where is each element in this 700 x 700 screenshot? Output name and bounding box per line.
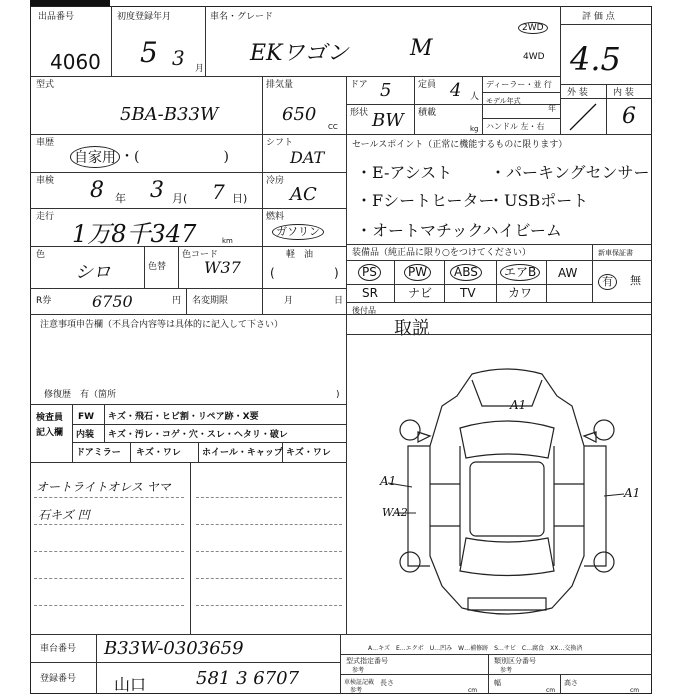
car-name: EKワゴン [250, 41, 349, 66]
color: シロ [75, 262, 111, 283]
guide-line [196, 524, 342, 525]
color-label: 色 [36, 250, 46, 260]
length-label: 長さ [380, 679, 394, 687]
warranty-yes: 有 [598, 274, 617, 290]
divider [104, 404, 105, 442]
color-change-label: 色替 [148, 262, 167, 272]
ac: AC [290, 184, 317, 205]
sales-point-1: ・E-アシスト [356, 163, 453, 182]
km-unit: km [222, 237, 233, 245]
month-unit: 月 [195, 64, 205, 74]
cc-unit: CC [328, 123, 338, 131]
model: 5BA-B33W [120, 104, 219, 125]
car-name-label: 車名・グレード [210, 12, 274, 22]
mileage: 1万8千347 [72, 220, 197, 248]
interior-insp-text: キズ・汚レ・コゲ・穴・スレ・ヘタリ・破レ [108, 430, 288, 440]
equip-airbag: エアB [500, 264, 540, 281]
divider [560, 24, 652, 25]
divider [96, 634, 97, 694]
insp-year: 8 [90, 178, 104, 203]
divider [198, 442, 199, 462]
guide-line [196, 551, 342, 552]
yen-unit: 円 [172, 296, 182, 306]
fw-label: FW [78, 412, 95, 422]
interior-insp-label: 内装 [76, 430, 95, 440]
inspector-note-2: 石キズ 凹 [38, 508, 90, 522]
divider [30, 208, 346, 209]
displacement: 650 [282, 104, 317, 125]
shift: DAT [290, 148, 325, 167]
equip-ps: PS [358, 264, 381, 281]
type-ref: 参考 [352, 667, 365, 674]
lot-number: 4060 [50, 50, 101, 74]
exterior-slash-mark [566, 102, 602, 132]
guide-line [34, 497, 184, 498]
divider [346, 104, 560, 105]
divider [190, 462, 191, 634]
divider [30, 404, 346, 405]
divider [30, 662, 340, 663]
guide-line [196, 578, 342, 579]
wheel-text: キズ・ワレ [286, 448, 331, 458]
equip-navi: ナビ [408, 286, 433, 300]
divider [72, 404, 73, 462]
divider [346, 284, 592, 285]
reg-month: 月 [284, 296, 294, 306]
after-items-label: 後付品 [352, 306, 376, 315]
divider [30, 172, 346, 173]
type-label: 型式指定番号 [346, 657, 388, 665]
divider [346, 76, 347, 134]
equip-tv: TV [460, 286, 476, 300]
inspector-label-2: 記入欄 [36, 428, 64, 438]
divider [414, 76, 415, 134]
divider [444, 260, 445, 302]
model-year-label: モデル年式 [486, 97, 521, 105]
score: 4.5 [570, 40, 621, 78]
divider [482, 118, 560, 119]
shift-label: シフト [266, 138, 294, 148]
inspector-label-1: 検査員 [36, 413, 64, 423]
sales-point-5: ・オートマチックハイビーム [356, 221, 562, 240]
insp-day-unit: 日) [232, 192, 248, 205]
doors: 5 [380, 80, 392, 101]
first-reg-month: 3 [172, 46, 185, 70]
divider [346, 244, 652, 245]
divider [111, 6, 112, 76]
year-unit: 年 [548, 104, 556, 113]
recycle: 6750 [92, 292, 133, 311]
history: 自家用 [70, 146, 120, 168]
car-damage-diagram [372, 366, 642, 622]
after-items: 取説 [394, 318, 430, 339]
repair-label: 修復歴 有（箇所 [44, 390, 117, 400]
warranty-no: 無 [630, 274, 641, 287]
door-label: ドア [350, 80, 368, 90]
displacement-label: 排気量 [266, 80, 294, 90]
capacity: 4 [450, 80, 462, 101]
fw-text: キズ・飛石・ヒビ割・リペア跡・X要 [108, 412, 259, 422]
oil-paren-close: ) [334, 266, 339, 280]
plate-number: 581 3 6707 [196, 668, 300, 689]
divider [560, 98, 652, 99]
divider [205, 6, 206, 76]
sales-point-4: ・USBポート [488, 191, 589, 210]
class-ref: 参考 [500, 667, 513, 674]
divider [262, 134, 263, 314]
sales-point-3: ・Fシートヒーター [356, 191, 495, 210]
divider [178, 246, 179, 288]
width-unit: cm [546, 687, 556, 694]
divider [346, 302, 652, 303]
door-mirror-label: ドアミラー [76, 448, 121, 458]
divider [30, 76, 560, 77]
oil-paren-open: ( [270, 266, 275, 280]
top-black-tab [30, 0, 110, 6]
capacity-label: 定員 [418, 80, 437, 90]
exterior-label: 外 装 [567, 88, 588, 98]
first-reg-label: 初度登録年月 [117, 12, 172, 22]
mirror-text: キズ・ワレ [136, 448, 181, 458]
guide-line [34, 578, 184, 579]
shape-label: 形状 [350, 108, 369, 118]
equip-leather: カワ [508, 286, 533, 300]
registration-label: 名変期限 [192, 296, 229, 306]
interior-label: 内 装 [613, 88, 634, 98]
history-label: 車歴 [36, 138, 55, 148]
inspector-note-1: オートライトオレス ヤマ [36, 480, 171, 494]
divider [592, 244, 593, 302]
divider [346, 260, 652, 261]
length-unit: cm [468, 687, 478, 694]
sales-point-2: ・パーキングセンサー [490, 163, 650, 182]
divider [482, 76, 483, 134]
score-label: 評 価 点 [582, 12, 615, 22]
guide-line [196, 497, 342, 498]
damage-mark-hood: A1 [510, 398, 527, 412]
color-code: W37 [204, 258, 241, 277]
divider [340, 674, 652, 675]
sales-points-label: セールスポイント（正常に機能するものに限ります） [352, 140, 568, 150]
divider [482, 92, 560, 93]
guide-line [34, 524, 184, 525]
height-label: 高さ [564, 679, 578, 687]
fuel: ガソリン [272, 224, 324, 240]
shape: BW [372, 110, 404, 131]
divider [394, 260, 395, 302]
class-label: 類別区分番号 [494, 657, 536, 665]
reg-day: 日 [334, 296, 344, 306]
guide-line [34, 605, 184, 606]
drive-2wd: 2WD [518, 22, 548, 34]
divider [30, 134, 652, 135]
width-label: 幅 [494, 679, 501, 687]
interior-score: 6 [622, 104, 636, 129]
equipment-label: 装備品（純正品に限り○をつけてください） [352, 248, 531, 258]
plate-region: 山口 [114, 675, 147, 694]
inspection-label: 車検 [36, 176, 55, 186]
capacity-unit: 人 [470, 92, 480, 102]
insp-day: 7 [212, 180, 225, 204]
grade: M [410, 36, 433, 61]
damage-legend: A…キズ E…エクボ U…凹み W…補修跡 S…サビ C…腐食 XX…交換済 [368, 645, 583, 652]
mileage-label: 走行 [36, 212, 55, 222]
divider [496, 260, 497, 302]
wheel-label: ホイール・キャップ [202, 448, 283, 458]
divider [340, 654, 652, 655]
first-reg-year: 5 [140, 36, 158, 69]
equip-sr: SR [362, 286, 378, 300]
history-rest: ・( ) [120, 149, 229, 165]
divider [30, 462, 346, 463]
notes-label: 注意事項申告欄（不具合内容等は具体的に記入して下さい） [40, 320, 284, 330]
divider [144, 246, 145, 288]
divider [262, 76, 263, 134]
ac-label: 冷房 [266, 176, 285, 186]
drive-4wd: 4WD [523, 52, 545, 62]
handle-label: ハンドル 左・右 [486, 122, 545, 131]
repair-close: ) [336, 390, 340, 400]
divider [186, 288, 187, 314]
plate-label: 登録番号 [40, 674, 77, 684]
dims-label: 車検証記載 [344, 679, 375, 686]
dims-ref: 参考 [350, 687, 363, 694]
color-code-label: 色コード [182, 250, 219, 260]
kg-unit: kg [470, 125, 479, 133]
chassis-number: B33W-0303659 [104, 638, 244, 659]
divider [30, 288, 346, 289]
oil-label: 軽 油 [286, 250, 314, 260]
divider [560, 674, 561, 694]
guide-line [34, 551, 184, 552]
divider [346, 134, 347, 314]
divider [130, 442, 131, 462]
divider [30, 314, 652, 315]
equip-aw: AW [558, 266, 578, 280]
insp-year-unit: 年 [115, 192, 126, 205]
insp-month-unit: 月( [172, 192, 188, 205]
fuel-label: 燃料 [266, 212, 285, 222]
divider [72, 424, 346, 425]
divider [546, 260, 547, 302]
load-label: 積載 [418, 108, 437, 118]
damage-mark-left: A1 [380, 474, 397, 488]
dealer-label: ディーラー・並 行 [486, 80, 552, 89]
equip-abs: ABS [450, 264, 482, 281]
divider [340, 634, 341, 694]
divider [560, 6, 561, 134]
chassis-label: 車台番号 [40, 644, 77, 654]
divider [346, 314, 347, 634]
damage-mark-right: A1 [624, 486, 641, 500]
damage-mark-side: WA2 [382, 506, 408, 519]
height-unit: cm [630, 687, 640, 694]
warranty-label: 新車保証書 [598, 249, 633, 257]
recycle-label: R券 [36, 296, 52, 306]
model-label: 型式 [36, 80, 55, 90]
divider [30, 634, 652, 635]
equip-pw: PW [404, 264, 431, 281]
lot-label: 出品番号 [38, 12, 75, 22]
divider [606, 84, 607, 134]
divider [346, 334, 652, 335]
insp-month: 3 [150, 178, 164, 203]
divider [72, 442, 346, 443]
guide-line [196, 605, 342, 606]
